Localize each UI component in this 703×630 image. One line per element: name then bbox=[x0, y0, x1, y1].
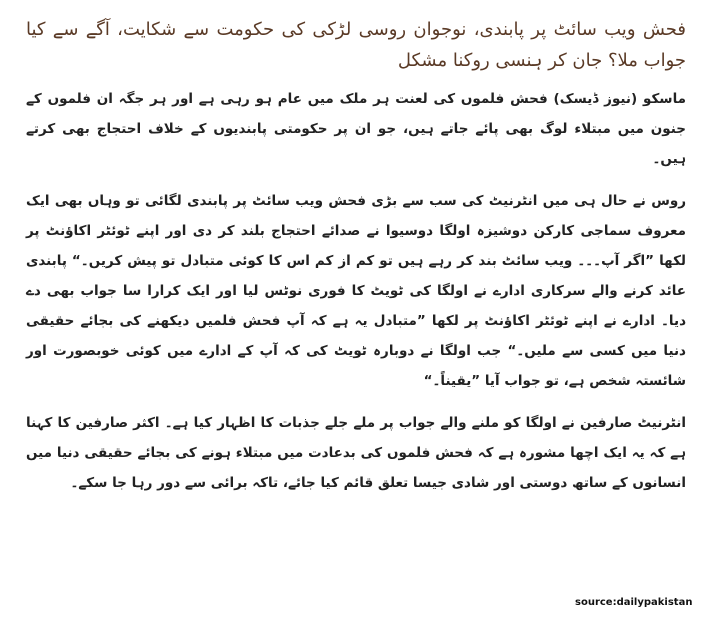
article-paragraph: انٹرنیٹ صارفین نے اولگا کو ملنے والے جواب پر ملے جلے جذبات کا اظہار کیا ہے۔ اکثر صارفین کا کہنا ہے کہ یہ ایک اچھا مشورہ ہے کہ فحش فلموں کی بدعادت میں مبتلاء ہونے کی بجائے حقیقی دنیا میں انسانوں کے ساتھ دوستی اور شادی جیسا تعلق قائم کیا جائے، تاکہ برائی سے دور رہا جا سکے۔ bbox=[26, 415, 686, 491]
article bbox=[26, 14, 686, 510]
article-paragraph: ماسکو (نیوز ڈیسک) فحش فلموں کی لعنت ہر ملک میں عام ہو رہی ہے اور ہر جگہ ان فلموں کے جنون میں مبتلاء لوگ بھی پائے جاتے ہیں، جو ان پر حکومتی پابندیوں کے خلاف احتجاج بھی کرتے ہیں۔ bbox=[26, 91, 686, 167]
article-paragraph: روس نے حال ہی میں انٹرنیٹ کی سب سے بڑی فحش ویب سائٹ پر پابندی لگائی تو وہاں بھی ایک معروف سماجی کارکن دوشیزہ اولگا دوسیوا نے صدائے احتجاج بلند کر دی اور اپنے ٹوئٹر اکاؤنٹ پر لکھا ”اگر آپ۔۔۔ ویب سائٹ بند کر رہے ہیں تو کم از کم اس کا کوئی متبادل تو پیش کریں۔“ پابندی عائد کرنے والے سرکاری ادارے نے اولگا کی ٹویٹ کا فوری نوٹس لیا اور ایک کرارا سا جواب بھی دے دیا۔ ادارے نے اپنے ٹوئٹر اکاؤنٹ پر لکھا ”متبادل یہ ہے کہ آپ فحش فلمیں دیکھنے کی بجائے حقیقی دنیا میں کسی سے ملیں۔“ جب اولگا نے دوبارہ ٹویٹ کی کہ آپ کے ادارے میں کوئی خوبصورت اور شائستہ شخص ہے، تو جواب آیا ”یقیناً۔“ bbox=[26, 193, 686, 389]
source-credit: source:dailypakistan bbox=[575, 597, 693, 608]
article-title: فحش ویب سائٹ پر پابندی، نوجوان روسی لڑکی کی حکومت سے شکایت، آگے سے کیا جواب ملا؟ جان کر ہنسی روکنا مشکل bbox=[26, 19, 686, 71]
